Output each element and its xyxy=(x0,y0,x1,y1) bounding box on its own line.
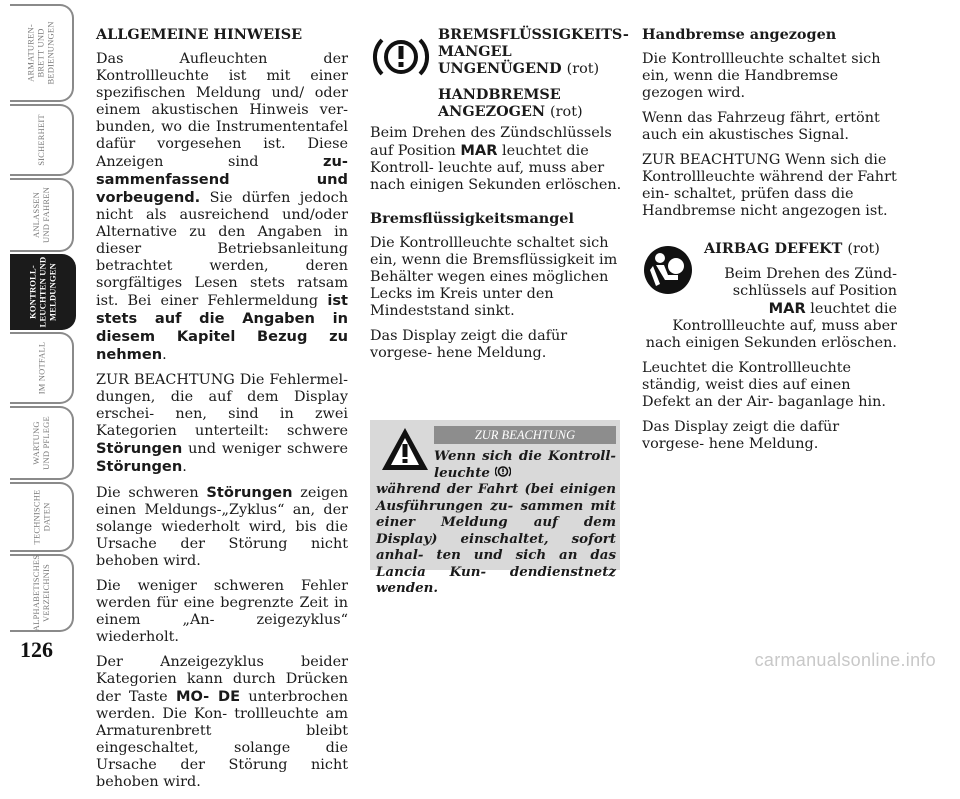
paragraph: ZUR BEACHTUNG Wenn sich die Kontrollleuchte während der Fahrt ein- schaltet, prüfen dass die Handbremse nicht angezogen ist. xyxy=(642,152,897,219)
chapter-tabs xyxy=(10,0,84,632)
tab-sicherheit[interactable]: SICHERHEIT xyxy=(10,104,74,176)
tab-verzeichnis[interactable]: ALPHABETISCHES VERZEICHNIS xyxy=(10,554,74,632)
paragraph: Das Display zeigt die dafür vorgese- hene Meldung. xyxy=(642,419,840,452)
airbag-icon xyxy=(642,244,698,306)
section-heading: ALLGEMEINE HINWEISE xyxy=(96,26,303,43)
paragraph: Die Kontrollleuchte schaltet sich ein, wenn die Handbremse gezogen wird. xyxy=(642,51,881,101)
paragraph: Leuchtet die Kontrollleuchte ständig, weist dies auf einen Defekt an der Air- baganlage hin. xyxy=(642,360,886,410)
page-number: 126 xyxy=(20,637,53,662)
tab-wartung[interactable]: WARTUNG UND PFLEGE xyxy=(10,406,74,480)
warning-box xyxy=(370,420,620,596)
subheading: Handbremse angezogen xyxy=(642,26,837,43)
tab-kontrollleuchten[interactable]: KONTROLL- LEUCHTEN UND MELDUNGEN xyxy=(10,254,76,330)
paragraph: Die Kontrollleuchte schaltet sich ein, wenn die Bremsflüssigkeit im Behälter wegen eines möglichen Lecks im Kreis unter den Mindeststand sinkt. xyxy=(370,235,618,319)
brake-warning-icon xyxy=(370,26,432,96)
paragraph: Die weniger schweren Fehler werden für eine begrenzte Zeit in einem „An- zeigezyklus“ wiederholt. xyxy=(96,578,348,645)
tab-armaturenbrett[interactable]: ARMATUREN- BRETT UND BEDIENUNGEN xyxy=(10,4,74,102)
paragraph: Die schweren Störungen zeigen einen Meldungs-„Zyklus“ an, der solange wiederholt wird, bis die Ursache der Störung nicht behoben wird. xyxy=(96,484,348,569)
paragraph: ZUR BEACHTUNG Die Fehlermel- dungen, die auf dem Display erschei- nen, sind in zwei Kategorien unterteilt: schwere Störungen und weniger schwere Störungen. xyxy=(96,372,348,475)
paragraph: Das Aufleuchten der Kontrollleuchte ist mit einer spezifischen Meldung und/ oder einem akustischen Hinweis ver- bunden, wo die Instrumententafel dafür vorgesehen ist. Diese Anzeigen sind zu- sammenfassend und vorbeugend. Sie dürfen jedoch nicht als ausreichend und/oder Alternative zu den Angaben in dieser Betriebsanleitung betrachtet werden, deren sorgfältiges Lesen stets ratsam ist. Bei einer Fehlermeldung ist stets auf die Angaben in diesem Kapitel Bezug zu nehmen. xyxy=(96,51,348,363)
paragraph: Wenn das Fahrzeug fährt, ertönt auch ein akustisches Signal. xyxy=(642,110,880,143)
paragraph: Beim Drehen des Zündschlüssels auf Position MAR leuchtet die Kontroll- leuchte auf, muss aber nach einigen Sekunden erlöschen. xyxy=(370,125,622,193)
warning-text: Wenn sich die Kontroll- leuchte während der Fahrt (bei einigen Ausführungen zu- sammen mit einer Meldung auf dem Display) einschaltet, sofort anhal- ten und sich an das Lancia Kun- dendienstnetz wenden. xyxy=(376,448,616,596)
column-3 xyxy=(642,26,897,461)
column-1 xyxy=(96,26,348,799)
tab-technische-daten[interactable]: TECHNISCHE DATEN xyxy=(10,482,74,552)
section-title: HANDBREMSE ANGEZOGEN (rot) xyxy=(438,86,583,120)
paragraph: Der Anzeigezyklus beider Kategorien kann durch Drücken der Taste MO- DE unterbrochen werden. Die Kon- trollleuchte am Armaturenbrett bleibt eingeschaltet, solange die Ursache der Störung nicht behoben wird. xyxy=(96,654,348,790)
watermark: carmanualsonline.info xyxy=(754,650,936,670)
paragraph: Das Display zeigt die dafür vorgese- hene Meldung. xyxy=(370,328,568,361)
subheading: Bremsflüssigkeitsmangel xyxy=(370,210,574,227)
warning-band: ZUR BEACHTUNG xyxy=(434,426,616,444)
tab-anlassen[interactable]: ANLASSEN UND FAHREN xyxy=(10,178,74,252)
paragraph: Beim Drehen des Zünd- schlüssels auf Position MAR leuchtet die Kontrollleuchte auf, muss aber nach einigen Sekunden erlöschen. xyxy=(645,266,897,351)
section-title: AIRBAG DEFEKT (rot) xyxy=(704,240,880,257)
section-title: BREMSFLÜSSIGKEITS- MANGEL UNGENÜGEND (rot) xyxy=(438,26,629,77)
column-2 xyxy=(370,26,629,370)
warning-light-inline-icon xyxy=(495,465,511,478)
tab-im-notfall[interactable]: IM NOTFALL xyxy=(10,332,74,404)
